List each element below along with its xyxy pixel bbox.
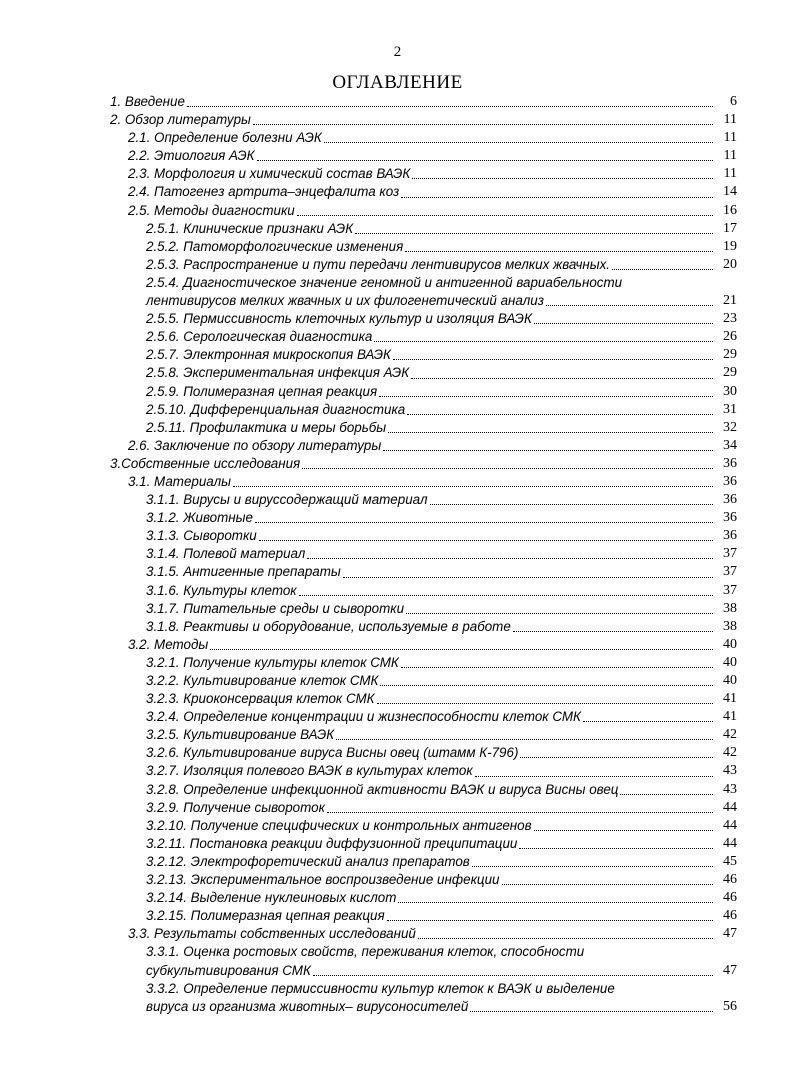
toc-entry[interactable] xyxy=(0,726,795,744)
toc-entry-page: 36 xyxy=(723,492,737,508)
toc-entry-page: 47 xyxy=(723,962,737,978)
toc-entry[interactable] xyxy=(0,744,795,762)
toc-entry-page: 6 xyxy=(730,94,737,109)
page-number: 2 xyxy=(393,44,402,60)
toc-entry-title: 2.1. Определение болезни АЭК xyxy=(128,130,322,146)
toc-entry-title: 3.1. Материалы xyxy=(128,473,232,489)
toc-entry-title: 2.6. Заключение по обзору литературы xyxy=(128,437,382,453)
toc-entry[interactable] xyxy=(0,401,795,419)
dot-leader xyxy=(519,848,713,849)
toc-entry-page: 31 xyxy=(723,401,737,417)
toc-entry[interactable] xyxy=(0,600,795,618)
toc-entry[interactable] xyxy=(0,147,795,165)
dot-leader xyxy=(187,106,713,107)
toc-entry-page: 41 xyxy=(723,709,737,725)
dot-leader xyxy=(583,721,713,722)
toc-entry-page: 42 xyxy=(723,745,737,761)
toc-entry-title: 3.2.14. Выделение нуклеиновых кислот xyxy=(146,890,397,906)
toc-entry[interactable] xyxy=(0,563,795,581)
dot-leader xyxy=(324,142,713,143)
toc-entry[interactable] xyxy=(0,943,795,979)
dot-leader xyxy=(257,160,713,161)
toc-entry[interactable] xyxy=(0,907,795,925)
dot-leader xyxy=(534,830,713,831)
toc-entry-page: 19 xyxy=(723,238,737,254)
toc-entry-page: 14 xyxy=(723,184,737,200)
toc-entry-title: 2.5.5. Пермиссивность клеточных культур и изоляция ВАЭК xyxy=(146,311,532,327)
toc-entry-page: 11 xyxy=(723,112,737,128)
toc-entry[interactable] xyxy=(0,274,795,310)
toc-entry-page: 36 xyxy=(723,455,737,471)
toc-entry-page: 26 xyxy=(723,329,737,345)
toc-entry[interactable] xyxy=(0,455,795,473)
toc-entry-title: 3.1.8. Реактивы и оборудование, используемые в работе xyxy=(146,618,511,634)
dot-leader xyxy=(379,396,713,397)
toc-entry-title: 3.2.6. Культивирование вируса Висны овец (штамм К-796) xyxy=(146,745,519,761)
toc-entry[interactable] xyxy=(0,328,795,346)
dot-leader xyxy=(393,359,713,360)
dot-leader xyxy=(387,920,713,921)
toc-entry-title: 2.2. Этиология АЭК xyxy=(128,148,255,164)
toc-entry[interactable] xyxy=(0,129,795,147)
toc-entry-page: 11 xyxy=(723,148,737,164)
toc-entry-title: 2.4. Патогенез артрита–энцефалита коз xyxy=(128,184,400,200)
dot-leader xyxy=(297,215,713,216)
toc-entry[interactable] xyxy=(0,799,795,817)
dot-leader xyxy=(534,323,713,324)
toc-entry-title: 2. Обзор литературы xyxy=(110,112,251,128)
toc-entry-page: 37 xyxy=(723,582,737,598)
dot-leader xyxy=(398,902,713,903)
dot-leader xyxy=(374,341,713,342)
toc-entry-page: 41 xyxy=(723,691,737,707)
dot-leader xyxy=(411,378,713,379)
toc-entry-page: 17 xyxy=(723,220,737,236)
toc-entry-title: 2.5.9. Полимеразная цепная реакция xyxy=(146,383,378,399)
toc-entry-title: субкультивирования СМК xyxy=(146,962,311,978)
toc-entry-title: 3.Собственные исследования xyxy=(110,455,301,471)
dot-leader xyxy=(336,739,713,740)
dot-leader xyxy=(418,938,713,939)
dot-leader xyxy=(405,251,713,252)
toc-entry-page: 46 xyxy=(723,908,737,924)
toc-entry-title: 3.2.8. Определение инфекционной активности ВАЭК и вируса Висны овец xyxy=(146,781,619,797)
toc-entry[interactable] xyxy=(0,889,795,907)
toc-entry[interactable] xyxy=(0,93,795,111)
dot-leader xyxy=(546,305,713,306)
toc-entry[interactable] xyxy=(0,437,795,455)
toc-entry-title: 1. Введение xyxy=(110,94,185,109)
dot-leader xyxy=(401,197,713,198)
toc-entry[interactable] xyxy=(0,672,795,690)
toc-entry-page: 47 xyxy=(723,926,737,942)
dot-leader xyxy=(302,468,713,469)
toc-entry-title: 3.2.1. Получение культуры клеток СМК xyxy=(146,654,399,670)
toc-entry-title: 2.5.3. Распространение и пути передачи лентивирусов мелких жвачных. xyxy=(146,256,611,272)
toc-entry[interactable] xyxy=(0,220,795,238)
dot-leader xyxy=(430,504,714,505)
dot-leader xyxy=(377,703,713,704)
toc-entry-title: вируса из организма животных– вирусоносителей xyxy=(146,998,469,1014)
toc-entry[interactable] xyxy=(0,473,795,491)
toc-entry-page: 38 xyxy=(723,618,737,634)
toc-entry-title: 2.5.6. Серологическая диагностика xyxy=(146,329,373,345)
toc-entry[interactable] xyxy=(0,545,795,563)
dot-leader xyxy=(475,776,713,777)
toc-entry-title: 3.2.11. Постановка реакции диффузионной преципитации xyxy=(146,835,518,851)
toc-entry-title: 2.5.8. Экспериментальная инфекция АЭК xyxy=(146,365,410,381)
toc-entry[interactable] xyxy=(0,165,795,183)
dot-leader xyxy=(307,558,713,559)
toc-entry-title: 3.1.6. Культуры клеток xyxy=(146,582,297,598)
dot-leader xyxy=(620,794,713,795)
dot-leader xyxy=(407,414,713,415)
table-of-contents xyxy=(0,93,795,1016)
toc-entry-page: 40 xyxy=(723,654,737,670)
toc-entry-page: 38 xyxy=(723,600,737,616)
dot-leader xyxy=(412,178,713,179)
toc-entry[interactable] xyxy=(0,925,795,943)
toc-entry-title: 2.5. Методы диагностики xyxy=(128,202,295,218)
toc-entry-title: 3.2.7. Изоляция полевого ВАЭК в культурах клеток xyxy=(146,763,473,779)
toc-entry-page: 44 xyxy=(723,817,737,833)
dot-leader xyxy=(520,757,713,758)
toc-entry[interactable] xyxy=(0,183,795,201)
toc-entry-title-line1: 2.5.4. Диагностическое значение геномной и антигенной вариабельности xyxy=(146,274,623,290)
dot-leader xyxy=(380,685,713,686)
toc-entry[interactable] xyxy=(0,527,795,545)
toc-entry-title: лентивирусов мелких жвачных и их филогенетический анализ xyxy=(146,293,544,309)
toc-entry[interactable] xyxy=(0,636,795,654)
toc-entry-title: 3.1.4. Полевой материал xyxy=(146,546,306,562)
toc-entry[interactable] xyxy=(0,618,795,636)
toc-entry[interactable] xyxy=(0,817,795,835)
toc-entry-title: 3.2. Методы xyxy=(128,636,209,652)
toc-entry[interactable] xyxy=(0,346,795,364)
toc-title: ОГЛАВЛЕНИЕ xyxy=(332,72,463,93)
toc-entry-page: 32 xyxy=(723,419,737,435)
toc-entry-page: 46 xyxy=(723,872,737,888)
toc-entry-title: 3.2.10. Получение специфических и контрольных антигенов xyxy=(146,817,532,833)
dot-leader xyxy=(313,975,713,976)
toc-entry-page: 36 xyxy=(723,473,737,489)
dot-leader xyxy=(299,595,713,596)
toc-entry-title: 2.3. Морфология и химический состав ВАЭК xyxy=(128,166,411,182)
toc-entry-page: 23 xyxy=(723,311,737,327)
toc-entry[interactable] xyxy=(0,364,795,382)
toc-entry-page: 42 xyxy=(723,727,737,743)
toc-entry-title: 3.1.7. Питательные среды и сыворотки xyxy=(146,600,405,616)
toc-entry[interactable] xyxy=(0,491,795,509)
toc-entry-title: 2.5.10. Дифференциальная диагностика xyxy=(146,401,406,417)
dot-leader xyxy=(513,631,713,632)
toc-entry-page: 44 xyxy=(723,835,737,851)
toc-entry-page: 40 xyxy=(723,636,737,652)
toc-entry[interactable] xyxy=(0,256,795,274)
toc-entry[interactable] xyxy=(0,238,795,256)
dot-leader xyxy=(327,812,713,813)
dot-leader xyxy=(210,649,713,650)
toc-entry-title-line1: 3.3.2. Определение пермиссивности культур клеток к ВАЭК и выделение xyxy=(146,980,615,996)
toc-entry-page: 40 xyxy=(723,673,737,688)
toc-entry-title: 3.1.3. Сыворотки xyxy=(146,528,257,544)
toc-entry[interactable] xyxy=(0,202,795,220)
dot-leader xyxy=(355,233,713,234)
toc-entry-title: 3.1.1. Вирусы и вируссодержащий материал xyxy=(146,492,428,508)
toc-entry-page: 36 xyxy=(723,528,737,544)
toc-entry-page: 29 xyxy=(723,365,737,381)
dot-leader xyxy=(406,613,713,614)
toc-entry-page: 44 xyxy=(723,799,737,815)
toc-entry-title: 2.5.11. Профилактика и меры борьбы xyxy=(146,419,387,435)
toc-entry-page: 56 xyxy=(723,998,737,1014)
toc-entry-title: 3.2.2. Культивирование клеток СМК xyxy=(146,673,379,688)
dot-leader xyxy=(259,540,713,541)
dot-leader xyxy=(383,450,713,451)
toc-entry-title: 3.2.12. Электрофоретический анализ препаратов xyxy=(146,853,470,869)
dot-leader xyxy=(343,577,713,578)
dot-leader xyxy=(401,667,713,668)
toc-entry-page: 43 xyxy=(723,781,737,797)
toc-entry-page: 30 xyxy=(723,383,737,399)
toc-entry[interactable] xyxy=(0,690,795,708)
toc-entry-page: 36 xyxy=(723,510,737,526)
toc-entry[interactable] xyxy=(0,111,795,129)
dot-leader xyxy=(233,486,713,487)
toc-entry[interactable] xyxy=(0,654,795,672)
toc-entry-title: 3.2.4. Определение концентрации и жизнеспособности клеток СМК xyxy=(146,709,581,725)
dot-leader xyxy=(502,884,714,885)
toc-entry-page: 20 xyxy=(723,256,737,272)
toc-entry-page: 11 xyxy=(723,130,737,146)
toc-entry-page: 37 xyxy=(723,546,737,562)
toc-entry[interactable] xyxy=(0,708,795,726)
toc-entry[interactable] xyxy=(0,835,795,853)
toc-entry-page: 45 xyxy=(723,853,737,869)
toc-entry-title: 3.1.5. Антигенные препараты xyxy=(146,564,341,580)
toc-entry[interactable] xyxy=(0,871,795,889)
toc-entry-title: 3.2.15. Полимеразная цепная реакция xyxy=(146,908,385,924)
toc-entry[interactable] xyxy=(0,781,795,799)
toc-entry-page: 34 xyxy=(723,437,737,453)
toc-entry-page: 21 xyxy=(723,293,737,309)
toc-entry-title: 3.1.2. Животные xyxy=(146,510,253,526)
toc-entry[interactable] xyxy=(0,310,795,328)
toc-entry-title-line1: 3.3.1. Оценка ростовых свойств, переживания клеток, способности xyxy=(146,944,585,960)
toc-entry-page: 37 xyxy=(723,564,737,580)
dot-leader xyxy=(612,269,713,270)
toc-entry[interactable] xyxy=(0,582,795,600)
toc-entry[interactable] xyxy=(0,853,795,871)
toc-entry-page: 43 xyxy=(723,763,737,779)
toc-entry-page: 16 xyxy=(723,202,737,218)
dot-leader xyxy=(253,124,713,125)
toc-entry-title: 3.2.3. Криоконсервация клеток СМК xyxy=(146,691,375,707)
dot-leader xyxy=(472,866,713,867)
dot-leader xyxy=(388,432,713,433)
dot-leader xyxy=(470,1011,713,1012)
toc-entry-title: 3.3. Результаты собственных исследований xyxy=(128,926,416,942)
dot-leader xyxy=(255,522,713,523)
toc-entry-page: 46 xyxy=(723,890,737,906)
toc-entry-title: 2.5.1. Клинические признаки АЭК xyxy=(146,220,354,236)
toc-entry[interactable] xyxy=(0,383,795,401)
toc-entry-title: 3.2.13. Экспериментальное воспроизведение инфекции xyxy=(146,872,500,888)
toc-entry[interactable] xyxy=(0,762,795,780)
toc-entry-title: 2.5.7. Электронная микроскопия ВАЭК xyxy=(146,347,391,363)
toc-entry-title: 2.5.2. Патоморфологические изменения xyxy=(146,238,404,254)
toc-entry[interactable] xyxy=(0,509,795,527)
toc-entry[interactable] xyxy=(0,980,795,1016)
toc-entry-page: 11 xyxy=(723,166,737,182)
toc-entry-page: 29 xyxy=(723,347,737,363)
toc-entry-title: 3.2.5. Культивирование ВАЭК xyxy=(146,727,335,743)
toc-entry[interactable] xyxy=(0,419,795,437)
toc-entry-title: 3.2.9. Получение сывороток xyxy=(146,799,325,815)
